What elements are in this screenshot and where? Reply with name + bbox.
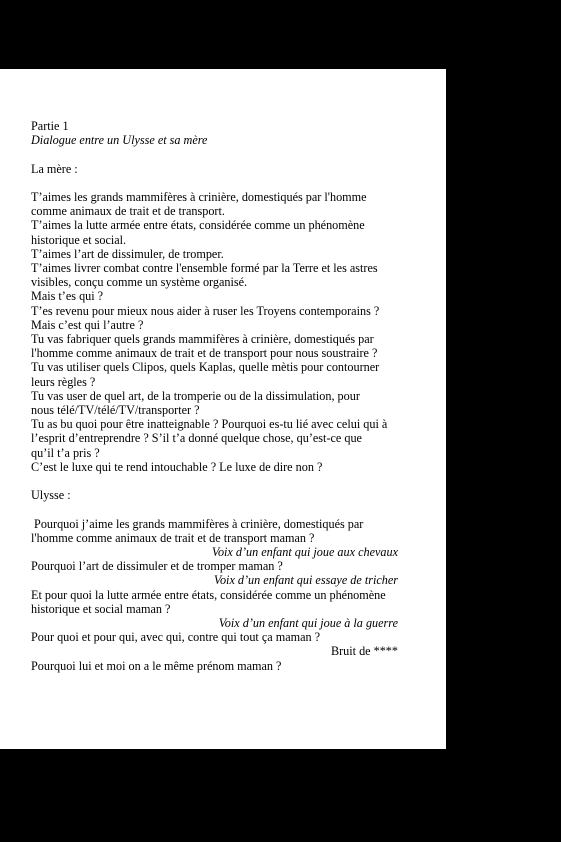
document-page xyxy=(0,69,446,749)
ulysse-line: Et pour quoi la lutte armée entre états, considérée comme un phénomène xyxy=(31,587,386,602)
mother-line: comme animaux de trait et de transport. xyxy=(31,204,225,219)
spacer xyxy=(31,474,416,488)
spacer xyxy=(31,502,416,516)
mother-line: Tu as bu quoi pour être inatteignable ? Pourquoi es-tu lié avec celui qui à xyxy=(31,417,388,432)
mother-line: T’aimes l’art de dissimuler, de tromper. xyxy=(31,246,224,261)
mother-line: T’es revenu pour mieux nous aider à ruser les Troyens contemporains ? xyxy=(31,303,380,318)
mother-line: l’esprit d’entreprendre ? S’il t’a donné quelque chose, qu’est-ce que xyxy=(31,431,362,446)
ulysse-line: l'homme comme animaux de trait et de transport maman ? xyxy=(31,530,315,545)
mother-line: T’aimes la lutte armée entre états, considérée comme un phénomène xyxy=(31,218,365,233)
mother-line: historique et social. xyxy=(31,232,127,247)
mother-line: nous télé/TV/télé/TV/transporter ? xyxy=(31,403,200,418)
stage-direction: Voix d’un enfant qui joue aux chevaux xyxy=(211,545,398,560)
part-heading: Partie 1 xyxy=(31,119,69,133)
mother-line: T’aimes livrer combat contre l'ensemble formé par la Terre et les astres xyxy=(31,261,378,275)
mother-line: visibles, conçu comme un système organisé. xyxy=(31,275,248,290)
document-text xyxy=(31,119,416,673)
mother-line: Mais c’est qui l’autre ? xyxy=(31,317,144,332)
speaker-mother: La mère : xyxy=(31,161,78,176)
mother-line: qu’il t’a pris ? xyxy=(31,445,100,460)
ulysse-line: Pourquoi j’aime les grands mammifères à crinière, domestiqués par xyxy=(31,516,364,531)
ulysse-line: Pourquoi l’art de dissimuler et de tromper maman ? xyxy=(31,559,283,574)
mother-line: leurs règles ? xyxy=(31,374,96,389)
speaker-ulysse: Ulysse : xyxy=(31,488,71,503)
dialogue-subtitle: Dialogue entre un Ulysse et sa mère xyxy=(31,133,208,148)
spacer xyxy=(31,147,416,161)
mother-line: l'homme comme animaux de trait et de transport pour nous soustraire ? xyxy=(31,346,378,361)
stage-direction: Voix d’un enfant qui essaye de tricher xyxy=(213,573,398,588)
mother-line: Tu vas utiliser quels Clipos, quels Kaplas, quelle mètis pour contourner xyxy=(31,360,380,375)
mother-line: Tu vas fabriquer quels grands mammifères à crinière, domestiqués par xyxy=(31,332,374,347)
mother-line: T’aimes les grands mammifères à crinière, domestiqués par l'homme xyxy=(31,189,367,204)
mother-line: Tu vas user de quel art, de la tromperie ou de la dissimulation, pour xyxy=(31,388,360,403)
ulysse-line: Pour quoi et pour qui, avec qui, contre qui tout ça maman ? xyxy=(31,630,321,645)
stage-direction: Voix d’un enfant qui joue à la guerre xyxy=(218,616,398,631)
mother-line: C’est le luxe qui te rend intouchable ? Le luxe de dire non ? xyxy=(31,459,323,474)
ulysse-line: Pourquoi lui et moi on a le même prénom maman ? xyxy=(31,658,282,673)
ulysse-line: historique et social maman ? xyxy=(31,601,171,616)
spacer xyxy=(31,176,416,190)
mother-line: Mais t’es qui ? xyxy=(31,289,104,304)
stage-direction-noise: Bruit de **** xyxy=(330,644,398,659)
